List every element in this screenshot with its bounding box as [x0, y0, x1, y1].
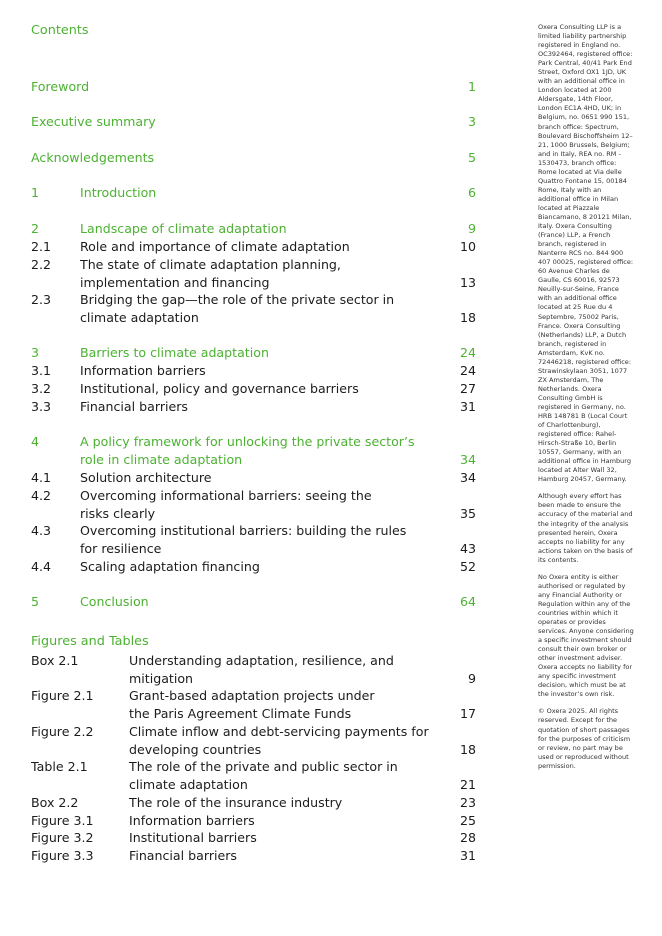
chapter-title: A policy framework for unlocking the private sector’s role in climate adaptation [80, 434, 415, 467]
entry-page: 5 [467, 150, 476, 165]
figure-label: Figure 3.2 [31, 830, 94, 845]
figure-label: Figure 3.1 [31, 813, 94, 828]
section-number: 2.2 [31, 257, 52, 272]
chapter-page: 34 [459, 452, 476, 467]
legal-notice: Oxera Consulting LLP is a limited liability partnership registered in England no. OC392464, registered office: Park Central, 40/41 Park End Street, Oxford OX1 1JD, UK with an additional office in London located at 200 Aldersgate, 14th Floor, London EC1A 4HD, UK; in Belgium, no. 0651 990 151, branch office: Spectrum, Boulevard Bischoffsheim 12–21, 1000 Brussels, Belgium; and in Italy, REA no. RM - 1530473, branch office: Rome located at Via delle Quattro Fontane 15, 00184 Rome, Italy with an additional office in Milan located at Piazzale Biancamano, 8 20121 Milan, Italy. Oxera Consulting (France) LLP, a French branch, registered in Nanterre RCS no. 844 900 407 00025, registered office: 60 Avenue Charles de Gaulle, CS 60016, 92573 Neuilly-sur-Seine, France with an additional office located at 25 Rue du 4 Septembre, 75002 Paris, France. Oxera Consulting (Netherlands) LLP, a Dutch branch, registered in Amsterdam, KvK no. 72446218, registered office: Strawinskylaan 3051, 1077 ZX Amsterdam, The Netherlands. Oxera Consulting GmbH is registered in Germany, no. HRB 148781 B (Local Court of Charlottenburg), registered office: Rahel-Hirsch-Straße 10, Berlin 10557, Germany, with an additional office in Hamburg located at Alter Wall 32, Hamburg 20457, Germany. [538, 23, 634, 484]
chapter-page: 6 [467, 185, 476, 200]
section-number: 2.1 [31, 239, 52, 254]
figure-label: Box 2.1 [31, 653, 79, 668]
section-title: Information barriers [80, 363, 206, 378]
contents-heading: Contents [31, 23, 89, 38]
section-title: Overcoming institutional barriers: building the rules for resilience [80, 523, 407, 556]
section-title: Scaling adaptation financing [80, 559, 260, 574]
chapter-title: Landscape of climate adaptation [80, 221, 287, 236]
section-number: 3.1 [31, 363, 52, 378]
section-page: 18 [459, 310, 476, 325]
section-page: 34 [459, 470, 476, 485]
figure-title: Information barriers [129, 813, 255, 828]
section-title: Financial barriers [80, 399, 188, 414]
section-number: 3.2 [31, 381, 52, 396]
section-title: Solution architecture [80, 470, 212, 485]
chapter-number: 2 [31, 221, 40, 236]
chapter-title: Conclusion [80, 594, 149, 609]
section-page: 43 [459, 541, 476, 556]
copyright-notice: © Oxera 2025. All rights reserved. Except for the quotation of short passages for the purposes of criticism or review, no part may be used or reproduced without permission. [538, 707, 631, 770]
section-title: Bridging the gap—the role of the private sector in climate adaptation [80, 292, 395, 325]
entry-title: Acknowledgements [31, 150, 155, 165]
figure-page: 9 [467, 671, 476, 686]
entry-title: Foreword [31, 79, 90, 94]
section-title: Role and importance of climate adaptation [80, 239, 350, 254]
chapter-number: 5 [31, 594, 40, 609]
section-number: 4.1 [31, 470, 52, 485]
chapter-page: 9 [467, 221, 476, 236]
figure-title: Understanding adaptation, resilience, and mitigation [129, 653, 394, 686]
section-number: 4.2 [31, 488, 52, 503]
figure-page: 17 [459, 706, 476, 721]
section-number: 4.4 [31, 559, 52, 574]
chapter-title: Barriers to climate adaptation [80, 345, 269, 360]
figure-page: 23 [459, 795, 476, 810]
entry-page: 3 [467, 114, 476, 129]
figure-page: 28 [459, 830, 476, 845]
chapter-number: 3 [31, 345, 40, 360]
section-number: 4.3 [31, 523, 52, 538]
section-number: 2.3 [31, 292, 52, 307]
entry-title: Executive summary [31, 114, 156, 129]
section-page: 13 [459, 275, 476, 290]
figure-title: The role of the private and public sector in climate adaptation [129, 759, 398, 792]
section-title: Institutional, policy and governance barriers [80, 381, 359, 396]
figure-label: Box 2.2 [31, 795, 79, 810]
chapter-title: Introduction [80, 185, 157, 200]
regulation-notice: No Oxera entity is either authorised or regulated by any Financial Authority or Regulation within any of the countries within which it operates or provides services. Anyone considering a specific investment should consult their own broker or other investment adviser. Oxera accepts no liability for any specific investment decision, which must be at the investor’s own risk. [538, 572, 634, 699]
figures-heading: Figures and Tables [31, 634, 149, 649]
section-title: The state of climate adaptation planning, implementation and financing [80, 257, 341, 290]
figure-page: 31 [459, 848, 476, 863]
figure-label: Table 2.1 [31, 759, 88, 774]
section-page: 52 [459, 559, 476, 574]
section-page: 35 [459, 506, 476, 521]
legal-sidebar [538, 23, 634, 779]
section-number: 3.3 [31, 399, 52, 414]
entry-page: 1 [467, 79, 476, 94]
figure-title: Financial barriers [129, 848, 237, 863]
chapter-number: 1 [31, 185, 40, 200]
figure-page: 21 [459, 777, 476, 792]
figure-title: Institutional barriers [129, 830, 257, 845]
disclaimer-notice: Although every effort has been made to ensure the accuracy of the material and the integrity of the analysis presented herein, Oxera accepts no liability for any actions taken on the basis of its contents. [538, 492, 633, 564]
figure-title: Grant-based adaptation projects under the Paris Agreement Climate Funds [129, 688, 375, 721]
figure-title: The role of the insurance industry [129, 795, 343, 810]
chapter-number: 4 [31, 434, 40, 449]
figure-label: Figure 3.3 [31, 848, 94, 863]
figure-page: 25 [459, 813, 476, 828]
chapter-page: 64 [459, 594, 476, 609]
section-page: 27 [459, 381, 476, 396]
figure-label: Figure 2.1 [31, 688, 94, 703]
section-page: 10 [459, 239, 476, 254]
section-title: Overcoming informational barriers: seeing the risks clearly [80, 488, 372, 521]
section-page: 24 [459, 363, 476, 378]
section-page: 31 [459, 399, 476, 414]
figure-title: Climate inflow and debt-servicing payments for developing countries [129, 724, 429, 757]
figure-page: 18 [459, 742, 476, 757]
figure-label: Figure 2.2 [31, 724, 94, 739]
chapter-page: 24 [459, 345, 476, 360]
